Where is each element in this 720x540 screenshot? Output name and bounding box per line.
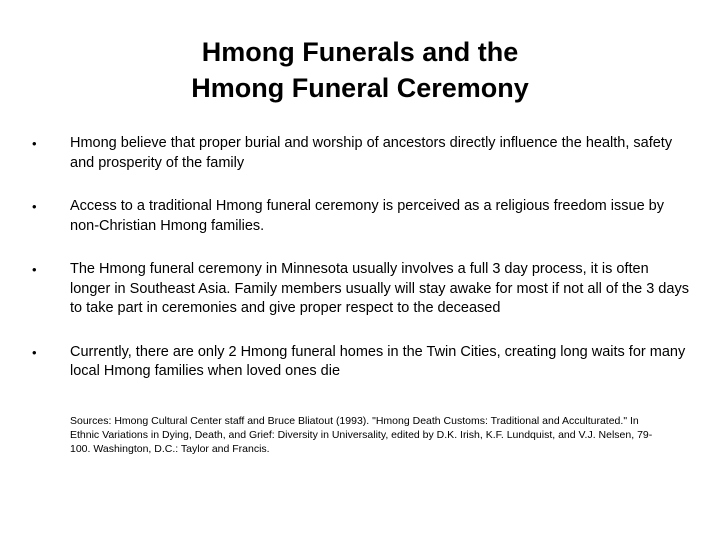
bullet-text: Currently, there are only 2 Hmong funeral homes in the Twin Cities, creating long waits for many local Hmong families when loved ones die	[70, 343, 686, 379]
bullet-item	[30, 134, 690, 173]
bullet-text: Hmong believe that proper burial and worship of ancestors directly influence the health, safety and prosperity of the family	[70, 135, 673, 171]
bullet-text: Access to a traditional Hmong funeral ceremony is perceived as a religious freedom issue by non-Christian Hmong families.	[70, 198, 664, 234]
bullet-marker: •	[32, 344, 37, 360]
slide-title-line-1: Hmong Funerals and the	[201, 37, 519, 67]
bullet-list	[30, 134, 690, 406]
bullet-text: The Hmong funeral ceremony in Minnesota usually involves a full 3 day process, it is often longer in Southeast Asia. Family members usually will stay awake for most if not all of the 3 days to take part in ceremonies and give proper respect to the deceased	[70, 261, 689, 316]
sources-citation: Sources: Hmong Cultural Center staff and Bruce Bliatout (1993). "Hmong Death Customs: Traditional and Acculturated." In Ethnic Variations in Dying, Death, and Grief: Diversity in Universality, edited by D.K. Irish, K.F. Lundquist, and V.J. Nelsen, 79-100. Washington, D.C.: Taylor and Francis.	[70, 415, 653, 455]
bullet-item	[30, 260, 690, 319]
bullet-item	[30, 343, 690, 382]
bullet-item	[30, 197, 690, 236]
slide-title-line-2: Hmong Funeral Ceremony	[191, 73, 529, 103]
slide-title	[60, 34, 660, 106]
bullet-marker: •	[32, 136, 37, 151]
bullet-marker: •	[32, 262, 37, 277]
bullet-marker: •	[32, 199, 37, 214]
